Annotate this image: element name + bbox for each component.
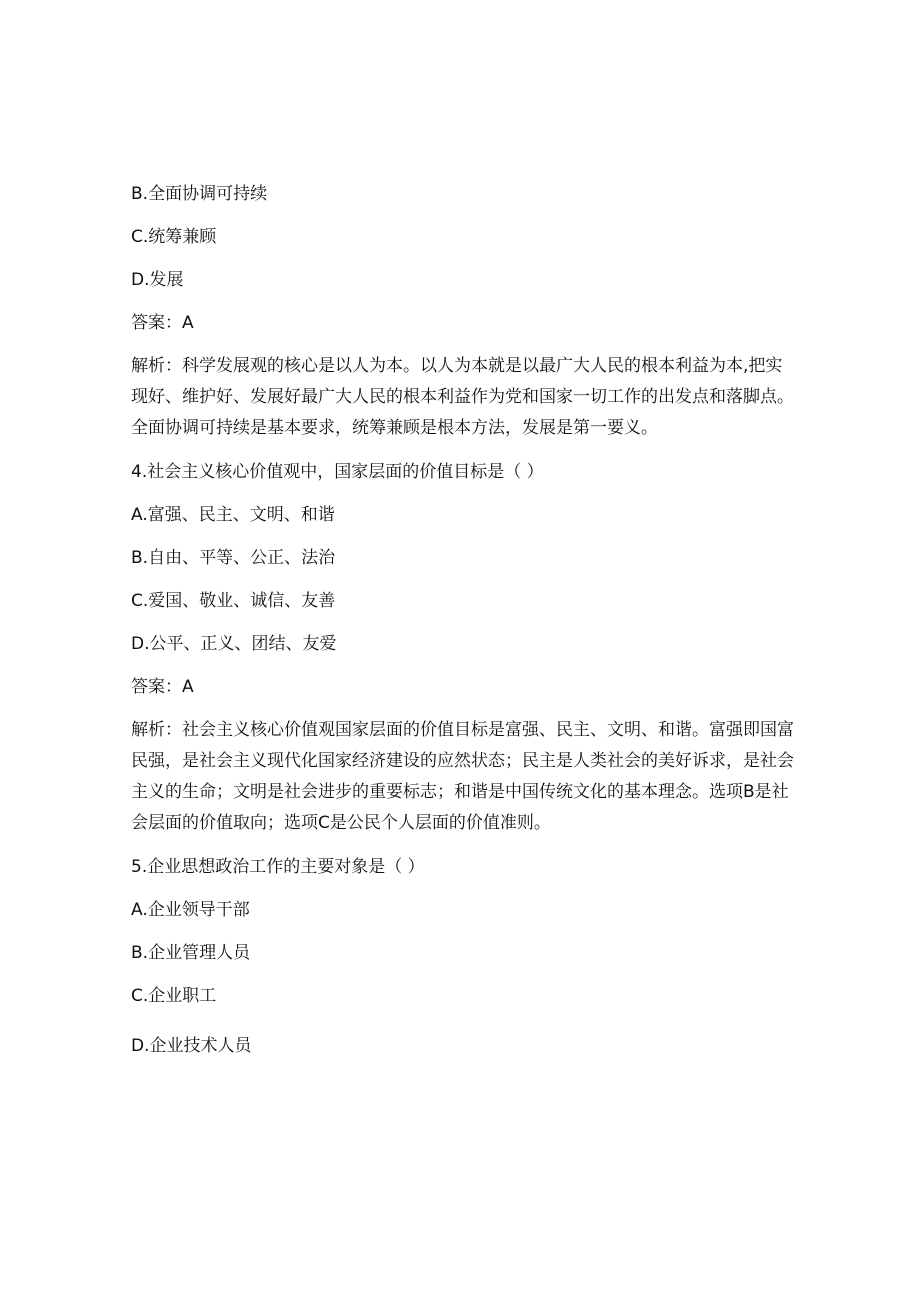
q3-analysis-line: 解析：科学发展观的核心是以人为本。以人为本就是以最广大人民的根本利益为本,把实 <box>131 356 783 376</box>
q5-option-b: B.企业管理人员 <box>131 943 251 963</box>
q4-option-b: B.自由、平等、公正、法治 <box>131 548 336 568</box>
q3-analysis-line: 全面协调可持续是基本要求，统筹兼顾是根本方法，发展是第一要义。 <box>131 418 658 438</box>
q5-option-a: A.企业领导干部 <box>131 900 250 920</box>
q5-question: 5.企业思想政治工作的主要对象是（ ） <box>131 857 425 877</box>
q4-option-d: D.公平、正义、团结、友爱 <box>131 634 337 654</box>
q5-option-c: C.企业职工 <box>131 986 217 1006</box>
q3-analysis <box>131 351 801 444</box>
q3-answer: 答案：A <box>131 313 194 333</box>
q4-analysis <box>131 715 801 839</box>
q4-analysis-line: 会层面的价值取向；选项C是公民个人层面的价值准则。 <box>131 813 551 833</box>
q4-analysis-line: 民强，是社会主义现代化国家经济建设的应然状态；民主是人类社会的美好诉求，是社会 <box>131 751 794 771</box>
q3-option-b: B.全面协调可持续 <box>131 184 268 204</box>
q5-option-d: D.企业技术人员 <box>131 1036 252 1056</box>
q4-question: 4.社会主义核心价值观中，国家层面的价值目标是（ ） <box>131 462 544 482</box>
q4-analysis-line: 解析：社会主义核心价值观国家层面的价值目标是富强、民主、文明、和谐。富强即国富 <box>131 720 794 740</box>
q3-analysis-line: 现好、维护好、发展好最广大人民的根本利益作为党和国家一切工作的出发点和落脚点。 <box>131 387 794 407</box>
q4-analysis-line: 主义的生命；文明是社会进步的重要标志；和谐是中国传统文化的基本理念。选项B是社 <box>131 782 789 802</box>
q3-option-d: D.发展 <box>131 270 184 290</box>
q3-option-c: C.统筹兼顾 <box>131 227 217 247</box>
q4-answer: 答案：A <box>131 677 194 697</box>
q4-option-c: C.爱国、敬业、诚信、友善 <box>131 591 336 611</box>
q4-option-a: A.富强、民主、文明、和谐 <box>131 505 335 525</box>
